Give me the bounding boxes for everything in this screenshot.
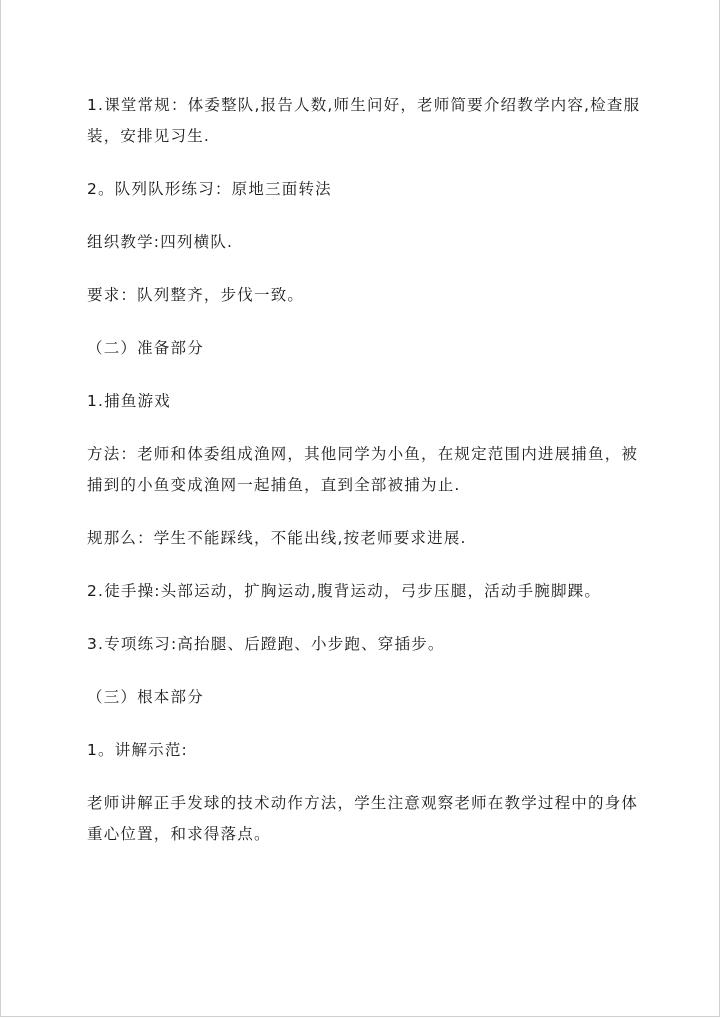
paragraph-fishing-game: 1.捕鱼游戏 [87,392,171,410]
document-body [87,90,647,850]
paragraph-teacher-explanation: 老师讲解正手发球的技术动作方法，学生注意观察老师在教学过程中的身体重心位置，和求得落点。 [87,794,639,843]
paragraph-class-routine: 1.课堂常规：体委整队,报告人数,师生问好，老师简要介绍教学内容,检查服装，安排见习生. [87,96,641,145]
paragraph-special-practice: 3.专项练习:高抬腿、后蹬跑、小步跑、穿插步。 [87,635,445,653]
paragraph-requirement: 要求：队列整齐，步伐一致。 [87,286,305,304]
paragraph-formation-drill: 2。队列队形练习：原地三面转法 [87,180,332,198]
paragraph-method: 方法：老师和体委组成渔网，其他同学为小鱼，在规定范围内进展捕鱼，被捕到的小鱼变成渔网一起捕鱼，直到全部被捕为止. [87,445,639,494]
section-heading-preparation: （二）准备部分 [87,339,204,357]
paragraph-organization: 组织教学:四列横队. [87,233,234,251]
section-heading-basic: （三）根本部分 [87,688,204,706]
paragraph-freehand-exercise: 2.徒手操:头部运动，扩胸运动,腹背运动，弓步压腿，活动手腕脚踝。 [87,582,602,600]
paragraph-rules: 规那么：学生不能踩线，不能出线,按老师要求进展. [87,529,467,547]
paragraph-demonstration: 1。讲解示范: [87,741,188,759]
